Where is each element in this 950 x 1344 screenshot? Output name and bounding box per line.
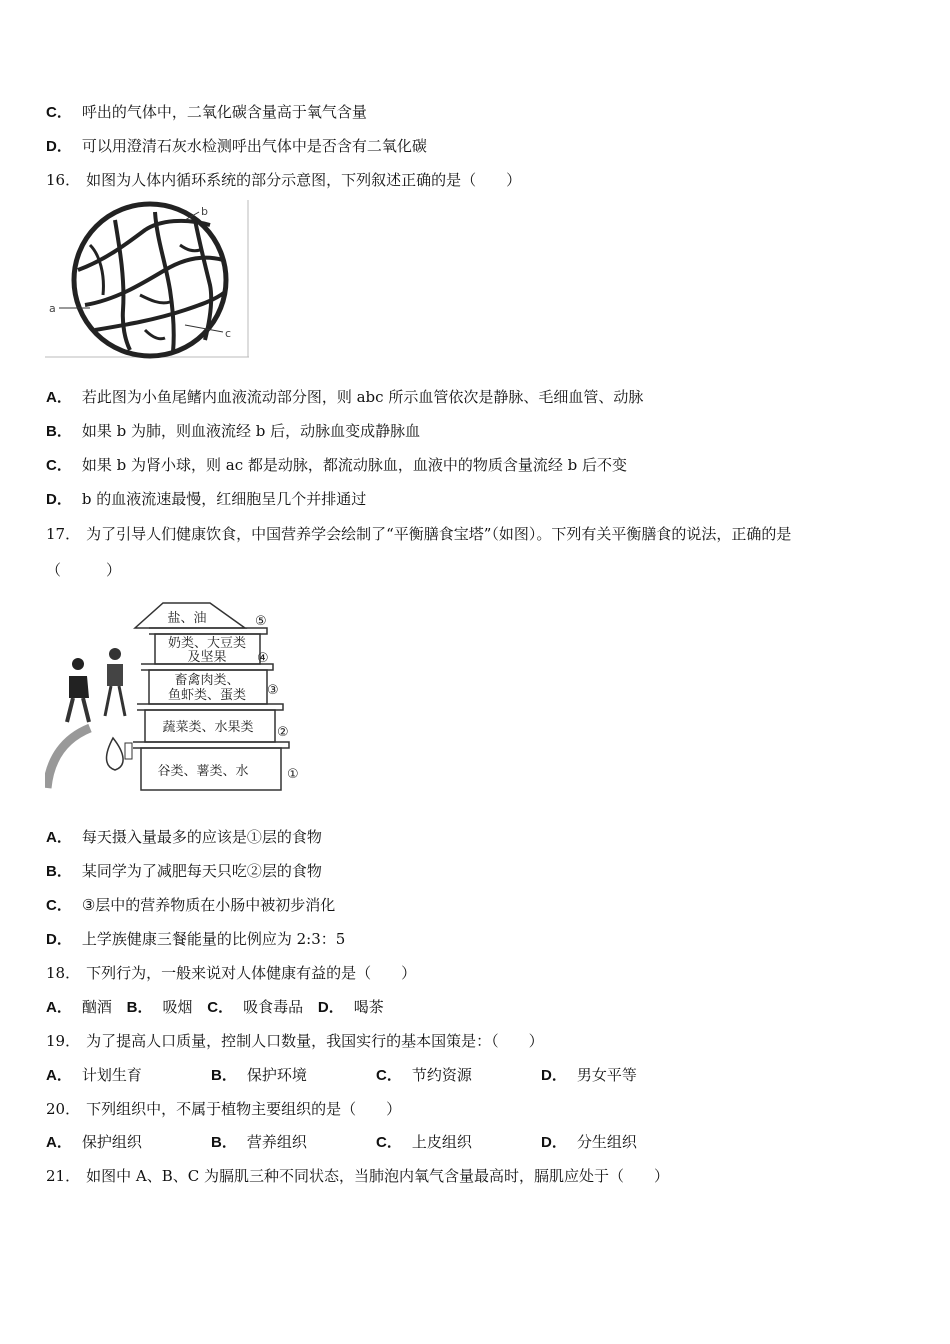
q16-option-b	[46, 421, 420, 442]
option-text: 计划生育	[81, 1066, 142, 1084]
option-letter: D．	[46, 491, 72, 508]
q16-option-a	[46, 387, 643, 408]
option-text: 可以用澄清石灰水检测呼出气体中是否含有二氧化碳	[81, 137, 427, 155]
q19-option-c	[376, 1065, 541, 1086]
question-text: 下列行为，一般来说对人体健康有益的是（ ）	[86, 964, 417, 982]
option-letter: A．	[46, 829, 72, 846]
label-c: c	[225, 327, 232, 340]
option-letter: D．	[46, 138, 72, 155]
q19-options	[46, 1065, 637, 1086]
pyramid-level-3-label: 鱼虾类、蛋类	[167, 688, 247, 703]
q20-option-b	[211, 1132, 376, 1153]
option-text: 呼出的气体中，二氧化碳含量高于氧气含量	[81, 103, 367, 121]
option-letter: B．	[211, 1067, 237, 1084]
option-text: 保护组织	[81, 1133, 142, 1151]
question-number: 21．	[46, 1167, 81, 1185]
capillary-path	[145, 330, 165, 339]
q17-option-b	[46, 861, 322, 882]
option-text: 上学族健康三餐能量的比例应为 2:3：5	[81, 930, 346, 948]
question-text: 如图为人体内循环系统的部分示意图，下列叙述正确的是（ ）	[86, 171, 522, 189]
label-a: a	[49, 302, 56, 315]
pyramid-number-4: ④	[257, 651, 269, 666]
q17-option-c	[46, 895, 335, 916]
q20-options	[46, 1132, 637, 1153]
option-letter: A．	[46, 1067, 72, 1084]
capillary-path	[140, 295, 170, 303]
q17-option-d	[46, 929, 345, 950]
option-letter: D．	[541, 1067, 567, 1084]
circulation-diagram	[45, 200, 250, 360]
pyramid-number-1: ①	[287, 767, 299, 782]
pyramid-eave	[133, 742, 289, 748]
question-number: 17．	[46, 525, 81, 543]
q16-option-d	[46, 489, 366, 510]
q17-stem	[46, 524, 791, 544]
capillary-path	[85, 258, 223, 305]
question-number: 19．	[46, 1032, 81, 1050]
pyramid-level-3-label: 畜禽肉类、	[174, 673, 240, 688]
option-letter: C．	[46, 104, 72, 121]
runner-icon	[105, 648, 125, 716]
question-text: 下列组织中，不属于植物主要组织的是（ ）	[86, 1100, 402, 1118]
q18-option-a	[46, 997, 112, 1018]
question-number: 18．	[46, 964, 81, 982]
question-text: 为了引导人们健康饮食，中国营养学会绘制了“平衡膳食宝塔”（如图）。下列有关平衡膳食的说法，正确的是	[86, 525, 792, 543]
pyramid-eave	[149, 628, 267, 634]
option-text: 上皮组织	[411, 1133, 472, 1151]
option-letter: C．	[376, 1067, 402, 1084]
q19-stem	[46, 1031, 544, 1051]
option-letter: A．	[46, 999, 72, 1016]
capillary-path	[180, 245, 200, 251]
pyramid-level-4-label: 及坚果	[187, 650, 227, 665]
runner-icon	[67, 658, 89, 722]
option-letter: D．	[317, 999, 344, 1016]
option-letter: A．	[46, 389, 72, 406]
option-letter: D．	[46, 931, 72, 948]
pyramid-number-5: ⑤	[255, 614, 267, 629]
q15-option-d	[46, 136, 427, 157]
q20-option-a	[46, 1132, 211, 1153]
question-number: 16．	[46, 171, 81, 189]
q21-stem	[46, 1166, 669, 1186]
option-text: 营养组织	[246, 1133, 307, 1151]
q16-option-c	[46, 455, 627, 476]
option-letter: C．	[46, 457, 72, 474]
q17-stem-continuation	[46, 560, 121, 580]
option-text: b 的血液流速最慢，红细胞呈几个并排通过	[81, 490, 367, 508]
q19-option-b	[211, 1065, 376, 1086]
option-text: 吸食毒品	[243, 998, 304, 1016]
option-letter: B．	[46, 423, 72, 440]
option-letter: C．	[376, 1134, 402, 1151]
option-text: 如果 b 为肺，则血液流经 b 后，动脉血变成静脉血	[81, 422, 421, 440]
option-text: 若此图为小鱼尾鳍内血液流动部分图，则 abc 所示血管依次是静脉、毛细血管、动脉	[81, 388, 644, 406]
q18-stem	[46, 963, 416, 983]
option-letter: C．	[207, 999, 234, 1016]
option-letter: A．	[46, 1134, 72, 1151]
q19-option-d	[541, 1065, 637, 1086]
q18-option-c	[207, 997, 303, 1018]
pyramid-number-3: ③	[267, 683, 279, 698]
option-text: 吸烟	[162, 998, 193, 1016]
question-text: 为了提高人口质量，控制人口数量，我国实行的基本国策是：（ ）	[86, 1032, 544, 1050]
q20-option-d	[541, 1132, 637, 1153]
pyramid-level-5-label: 盐、油	[167, 611, 207, 626]
q20-stem	[46, 1099, 401, 1119]
pyramid-eave	[137, 704, 283, 710]
q15-option-c	[46, 102, 367, 123]
option-text: 每天摄入量最多的应该是①层的食物	[81, 828, 322, 846]
pyramid-number-2: ②	[277, 725, 289, 740]
q17-option-a	[46, 827, 322, 848]
water-drop-mascot-icon	[107, 738, 133, 770]
question-text: 如图中 A、B、C 为膈肌三种不同状态，当肺泡内氧气含量最高时，膈肌应处于（ ）	[86, 1167, 669, 1185]
option-text: 分生组织	[576, 1133, 637, 1151]
option-text: 男女平等	[576, 1066, 637, 1084]
option-letter: B．	[211, 1134, 237, 1151]
option-text: 如果 b 为肾小球，则 ac 都是动脉，都流动脉血，血液中的物质含量流经 b 后不变	[81, 456, 628, 474]
capillary-path	[155, 212, 174, 352]
option-letter: B．	[46, 863, 72, 880]
question-number: 20．	[46, 1100, 81, 1118]
option-text: 某同学为了减肥每天只吃②层的食物	[81, 862, 322, 880]
pyramid-level-4-label: 奶类、大豆类	[167, 636, 247, 651]
q18-option-b	[127, 997, 193, 1018]
option-text: 酗酒	[81, 998, 112, 1016]
food-pyramid-figure	[45, 598, 305, 796]
option-text: 保护环境	[246, 1066, 307, 1084]
q18-option-d	[318, 997, 384, 1018]
pyramid-level-2-label: 蔬菜类、水果类	[162, 720, 254, 735]
capillary-path	[90, 245, 103, 295]
capillary-path	[115, 220, 130, 350]
pyramid-level-1-label: 谷类、薯类、水	[157, 764, 249, 779]
running-track	[47, 728, 90, 788]
label-b: b	[201, 205, 208, 218]
q19-option-a	[46, 1065, 211, 1086]
answer-bracket: （ ）	[46, 561, 122, 579]
option-text: ③层中的营养物质在小肠中被初步消化	[81, 896, 336, 914]
q18-options	[46, 997, 384, 1018]
option-text: 喝茶	[353, 998, 384, 1016]
option-letter: D．	[541, 1134, 567, 1151]
option-letter: B．	[126, 999, 153, 1016]
q16-stem	[46, 170, 521, 190]
q20-option-c	[376, 1132, 541, 1153]
capillary-path	[195, 220, 211, 340]
option-text: 节约资源	[411, 1066, 472, 1084]
option-letter: C．	[46, 897, 72, 914]
